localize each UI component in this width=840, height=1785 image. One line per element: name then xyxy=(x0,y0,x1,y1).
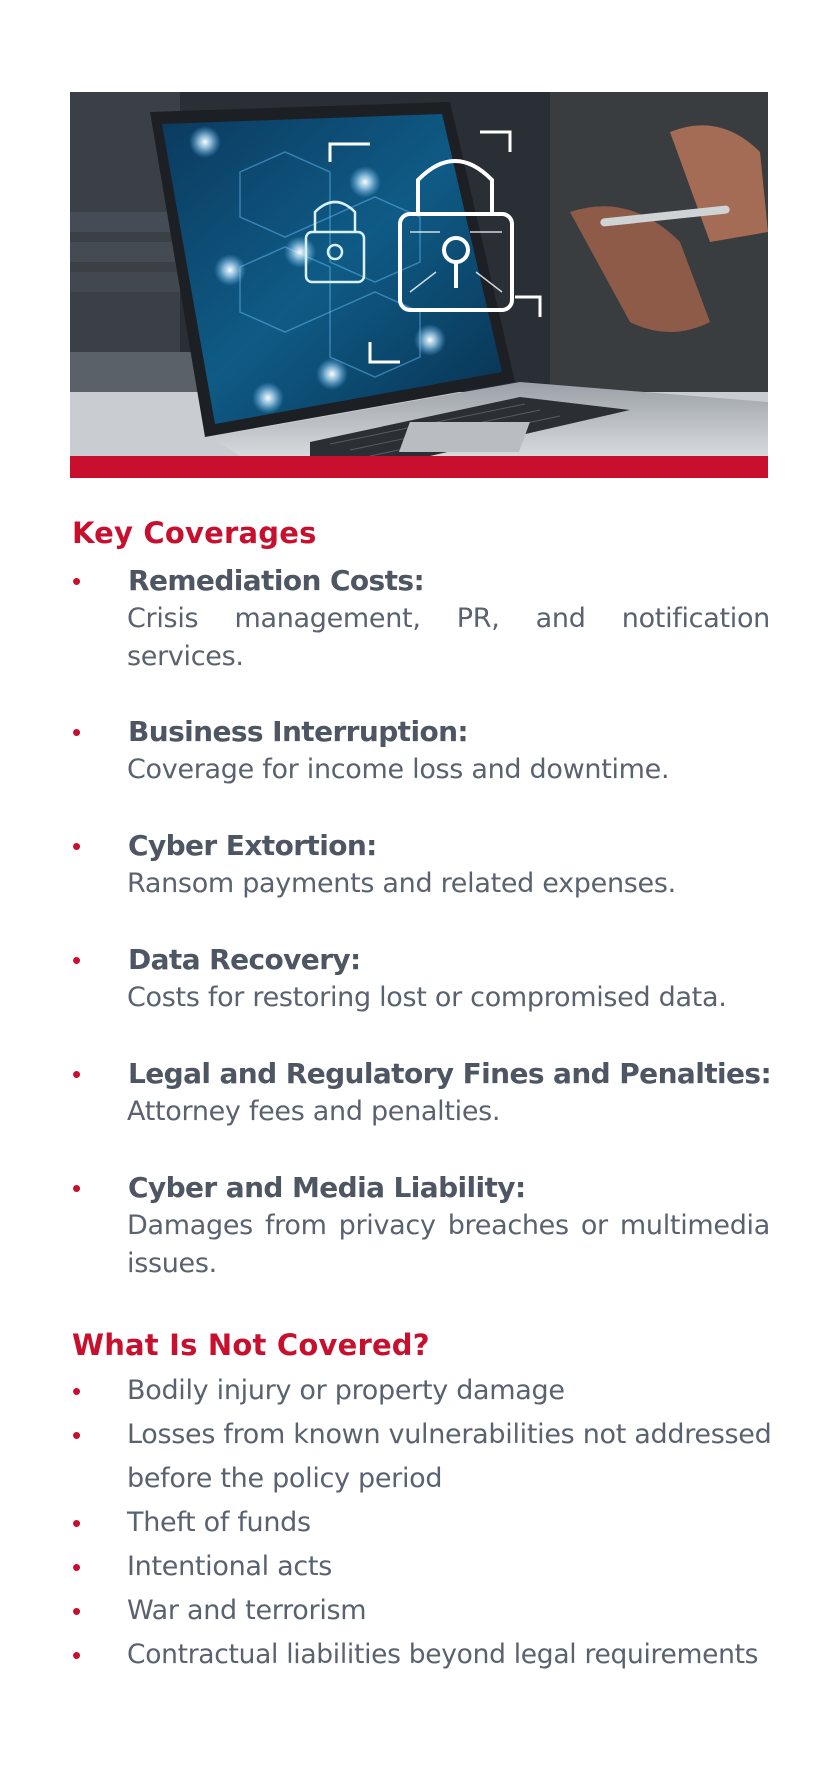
bullet-icon: • xyxy=(72,566,82,596)
laptop-illustration xyxy=(70,92,768,456)
hero-image xyxy=(70,92,768,456)
exclusion-item: Contractual liabilities beyond legal requirements xyxy=(127,1639,759,1670)
bullet-icon: • xyxy=(72,1640,82,1670)
exclusion-item: Losses from known vulnerabilities not addressed before the policy period xyxy=(127,1419,772,1494)
coverage-title: Business Interruption: xyxy=(128,715,469,748)
bullet-icon: • xyxy=(72,1376,82,1406)
coverage-description: Damages from privacy breaches or multimedia issues. xyxy=(127,1210,770,1279)
coverage-title: Legal and Regulatory Fines and Penalties: xyxy=(128,1057,772,1090)
coverage-title: Remediation Costs: xyxy=(128,564,425,597)
exclusion-item: Intentional acts xyxy=(127,1551,332,1582)
coverage-description: Ransom payments and related expenses. xyxy=(127,868,676,899)
coverage-description: Crisis management, PR, and notification services. xyxy=(127,603,770,672)
not-covered-heading: What Is Not Covered? xyxy=(72,1328,430,1362)
bullet-icon: • xyxy=(72,1420,82,1450)
bullet-icon: • xyxy=(72,717,82,747)
hero-accent-stripe xyxy=(70,456,768,478)
bullet-icon: • xyxy=(72,1173,82,1203)
exclusion-item: Bodily injury or property damage xyxy=(127,1375,565,1406)
coverage-description: Costs for restoring lost or compromised data. xyxy=(127,982,727,1013)
coverage-title: Cyber and Media Liability: xyxy=(128,1171,526,1204)
key-coverages-heading: Key Coverages xyxy=(72,516,317,550)
exclusion-item: Theft of funds xyxy=(127,1507,311,1538)
bullet-icon: • xyxy=(72,945,82,975)
exclusion-item: War and terrorism xyxy=(127,1595,367,1626)
bullet-icon: • xyxy=(72,1508,82,1538)
bullet-icon: • xyxy=(72,831,82,861)
coverage-title: Cyber Extortion: xyxy=(128,829,377,862)
coverage-title: Data Recovery: xyxy=(128,943,361,976)
coverage-description: Attorney fees and penalties. xyxy=(127,1096,501,1127)
bullet-icon: • xyxy=(72,1552,82,1582)
bullet-icon: • xyxy=(72,1059,82,1089)
bullet-icon: • xyxy=(72,1596,82,1626)
coverage-description: Coverage for income loss and downtime. xyxy=(127,754,670,785)
